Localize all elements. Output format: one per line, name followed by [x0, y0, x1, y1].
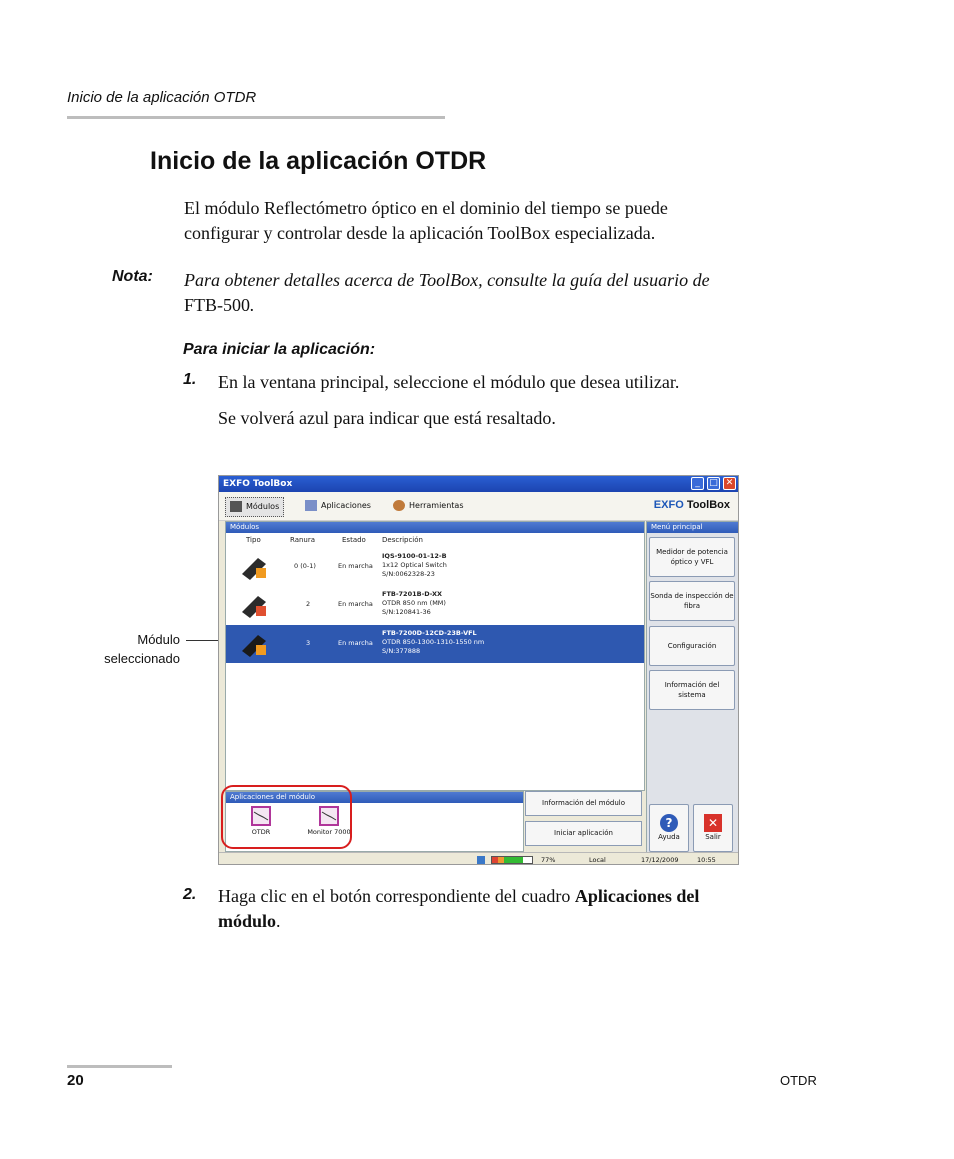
menu-power-meter-button[interactable]: Medidor de potencia óptico y VFL	[649, 537, 735, 577]
window-titlebar	[219, 476, 738, 492]
row-slot: 0 (0-1)	[294, 562, 316, 570]
step-2-text-after: .	[276, 911, 281, 931]
callout-line-1: Módulo	[137, 632, 180, 647]
exit-label: Salir	[705, 833, 721, 841]
row-state: En marcha	[338, 600, 373, 608]
page-number: 20	[67, 1072, 84, 1089]
step-2-text	[218, 884, 818, 934]
intro-paragraph	[184, 196, 824, 246]
step-2-number: 2.	[183, 886, 197, 903]
tab-herramientas-label: Herramientas	[409, 501, 464, 510]
note-label: Nota:	[112, 268, 153, 285]
footer-product: OTDR	[780, 1073, 817, 1088]
brand-toolbox: ToolBox	[686, 499, 730, 511]
row-desc-3: S/N:377888	[382, 647, 421, 655]
start-app-button[interactable]: Iniciar aplicación	[525, 821, 642, 846]
brand-logo	[654, 499, 730, 511]
menu-system-info-button[interactable]: Información del sistema	[649, 670, 735, 710]
row-desc-1: FTB-7201B-D-XX	[382, 590, 442, 598]
modules-header: Módulos	[226, 522, 644, 533]
main-menu-panel	[646, 521, 739, 857]
note-end: .	[250, 295, 255, 315]
module-icon	[238, 592, 272, 618]
menu-header: Menú principal	[647, 522, 738, 533]
module-icon	[238, 554, 272, 580]
module-info-button[interactable]: Información del módulo	[525, 791, 642, 816]
callout-label	[70, 630, 180, 668]
main-toolbar	[219, 492, 738, 521]
modules-panel	[225, 521, 645, 791]
highlight-oval	[221, 785, 352, 849]
row-state: En marcha	[338, 562, 373, 570]
brand-exfo: EXFO	[653, 499, 684, 511]
procedure-title: Para iniciar la aplicación:	[183, 341, 376, 358]
close-button[interactable]: ✕	[723, 477, 736, 490]
maximize-button[interactable]: □	[707, 477, 720, 490]
note-ref: FTB-500	[184, 295, 251, 315]
row-desc-2: OTDR 850-1300-1310-1550 nm	[382, 638, 485, 646]
step-2-bold-2: módulo	[218, 911, 277, 931]
note-text	[184, 268, 824, 318]
mode-status: Local	[589, 856, 606, 864]
menu-configuration-button[interactable]: Configuración	[649, 626, 735, 666]
tab-modulos-label: Módulos	[246, 502, 280, 511]
battery-level: 77%	[541, 856, 556, 864]
row-desc-1: IQS-9100-01-12-B	[382, 552, 447, 560]
modules-icon	[230, 501, 242, 512]
window-title: EXFO ToolBox	[223, 479, 293, 489]
applications-icon	[305, 500, 317, 511]
tab-aplicaciones-label: Aplicaciones	[321, 501, 371, 510]
row-desc-1: FTB-7200D-12CD-23B-VFL	[382, 629, 477, 637]
page-title: Inicio de la aplicación OTDR	[150, 147, 487, 175]
apps-header: Aplicaciones del módulo	[226, 792, 523, 803]
module-row-selected[interactable]	[226, 625, 644, 663]
tab-modulos[interactable]	[225, 497, 284, 517]
step-2-text-before: Haga clic en el botón correspondiente del cuadro	[218, 886, 575, 906]
step-1-number: 1.	[183, 371, 197, 388]
col-estado: Estado	[342, 536, 366, 544]
row-slot: 2	[306, 600, 311, 608]
help-icon: ?	[660, 814, 678, 832]
tools-icon	[393, 500, 405, 511]
intro-line-1: El módulo Reflectómetro óptico en el dominio del tiempo se puede	[184, 198, 668, 218]
row-state: En marcha	[338, 639, 373, 647]
step-1-sub: Se volverá azul para indicar que está resaltado.	[218, 408, 556, 428]
step-1	[183, 371, 196, 389]
plug-icon	[477, 856, 485, 864]
intro-line-2: configurar y controlar desde la aplicación ToolBox especializada.	[184, 223, 656, 243]
step-2-bold-1: Aplicaciones del	[574, 886, 700, 906]
exit-button[interactable]	[693, 804, 733, 852]
row-desc-2: 1x12 Optical Switch	[382, 561, 447, 569]
running-header: Inicio de la aplicación OTDR	[67, 89, 257, 106]
footer-rule	[67, 1065, 172, 1068]
row-desc-2: OTDR 850 nm (MM)	[382, 599, 446, 607]
step-1-text: En la ventana principal, seleccione el módulo que desea utilizar.	[218, 372, 680, 392]
menu-fiber-probe-button[interactable]: Sonda de inspección de fibra	[649, 581, 735, 621]
app-otdr-label: OTDR	[251, 828, 271, 836]
module-icon	[238, 631, 272, 657]
col-descripcion: Descripción	[382, 536, 423, 544]
header-rule	[67, 116, 445, 119]
minimize-button[interactable]: _	[691, 477, 704, 490]
status-bar	[219, 852, 738, 865]
help-label: Ayuda	[658, 833, 680, 841]
row-slot: 3	[306, 639, 311, 647]
tab-herramientas[interactable]	[389, 497, 468, 515]
battery-icon	[491, 856, 533, 864]
tab-aplicaciones[interactable]	[301, 497, 375, 515]
exit-icon: ✕	[704, 814, 722, 832]
step-2	[183, 886, 196, 904]
row-desc-3: S/N:0062328-23	[382, 570, 435, 578]
callout-leader	[186, 640, 219, 641]
col-ranura: Ranura	[290, 536, 316, 544]
date-status: 17/12/2009	[641, 856, 679, 864]
app-monitor-label: Monitor 7000	[307, 828, 351, 836]
row-desc-3: S/N:120841-36	[382, 608, 431, 616]
note-line-1: Para obtener detalles acerca de ToolBox, consulte la guía del usuario de	[184, 270, 710, 290]
module-row[interactable]	[226, 586, 644, 624]
module-row[interactable]	[226, 548, 644, 586]
help-button[interactable]	[649, 804, 689, 852]
callout-line-2: seleccionado	[104, 651, 180, 666]
col-tipo: Tipo	[246, 536, 261, 544]
time-status: 10:55	[697, 856, 716, 864]
